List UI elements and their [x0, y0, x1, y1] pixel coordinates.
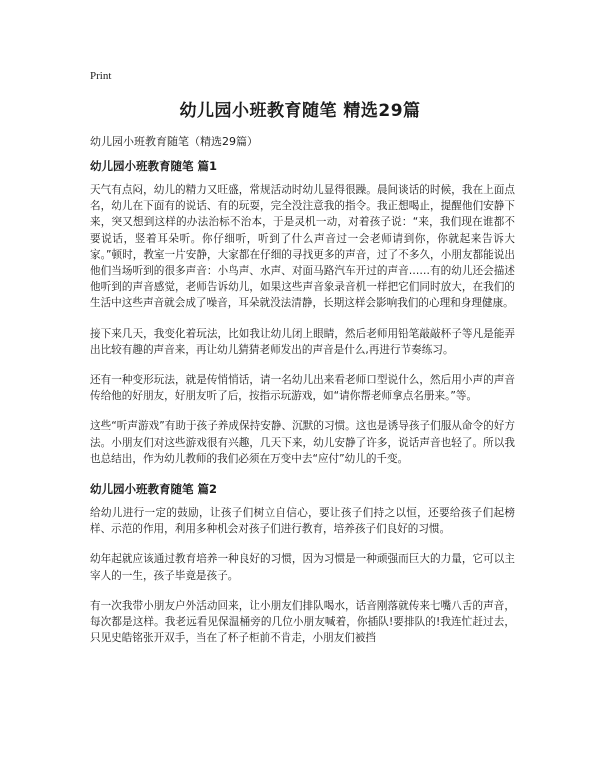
section-heading: 幼儿园小班教育随笔 篇2 [90, 482, 218, 497]
section-heading: 幼儿园小班教育随笔 篇1 [90, 159, 218, 173]
paragraph: 幼年起就应该通过教育培养一种良好的习惯，因为习惯是一种顽强而巨大的力量，它可以主宰人的一生，孩子毕竟是孩子。 [90, 553, 515, 582]
document-title: 幼儿园小班教育随笔 精选29篇 [179, 101, 421, 121]
section-2 [90, 481, 515, 646]
paragraph: 有一次我带小朋友户外活动回来，让小朋友们排队喝水，话音刚落就传来七嘴八舌的声音，每次都是这样。我老远看见保温桶旁的几位小朋友喊着，你插队!要排队的!我连忙赶过去，只见史皓铭张开双手，当在了杯子柜前不肯走，小朋友们被挡 [90, 599, 515, 645]
document-subtitle: 幼儿园小班教育随笔（精选29篇） [90, 135, 258, 148]
paragraph: 这些“听声游戏”有助于孩子养成保持安静、沉默的习惯。这也是诱导孩子们服从命令的好方法。小朋友们对这些游戏很有兴趣，几天下来，幼儿安静了许多，说话声音也轻了。所以我也总结出，作为幼儿教师的我们必须在万变中去“应付”幼儿的千变。 [90, 420, 515, 465]
paragraph: 天气有点闷，幼儿的精力又旺盛，常规活动时幼儿显得很躁。晨间谈话的时候，我在上面点名，幼儿在下面有的说话、有的玩耍，完全没注意我的指令。我正想喝止，提醒他们安静下来，突又想到这样的办法治标不治本，于是灵机一动，对着孩子说：“来，我们现在谁都不要说话，竖着耳朵听。你仔细听，听到了什么声音过一会老师请到你，你就起来告诉大家。”顿时，教室一片安静，大家都在仔细的寻找更多的声音，过了不多久，小朋友都能说出他们当场听到的很多声音：小鸟声、水声、对面马路汽车开过的声音……有的幼儿还会描述他听到的声音感觉，老师告诉幼儿，如果这些声音象录音机一样把它们同时放大，在我们的生活中这些声音就会成了噪音，耳朵就没法清静，长期这样会影响我们的心理和身理健康。 [90, 184, 515, 310]
paragraph: 还有一种变形玩法，就是传悄悄话，请一名幼儿出来看老师口型说什么，然后用小声的声音传给他的好朋友，好朋友听了后，按指示玩游戏，如“请你帮老师拿点名册来。”等。 [90, 374, 515, 403]
paragraph: 给幼儿进行一定的鼓励，让孩子们树立自信心，要让孩子们持之以恒，还要给孩子们起榜样、示范的作用，利用多种机会对孩子们进行教育，培养孩子们良好的习惯。 [90, 507, 515, 536]
document-body [90, 158, 515, 660]
print-link[interactable]: Print [90, 70, 112, 82]
section-1 [90, 158, 515, 467]
paragraph: 接下来几天，我变化着玩法，比如我让幼儿闭上眼睛，然后老师用铅笔敲敲杯子等凡是能弄出比较有趣的声音来，再让幼儿猜猜老师发出的声音是什么,再进行节奏练习。 [90, 327, 515, 356]
